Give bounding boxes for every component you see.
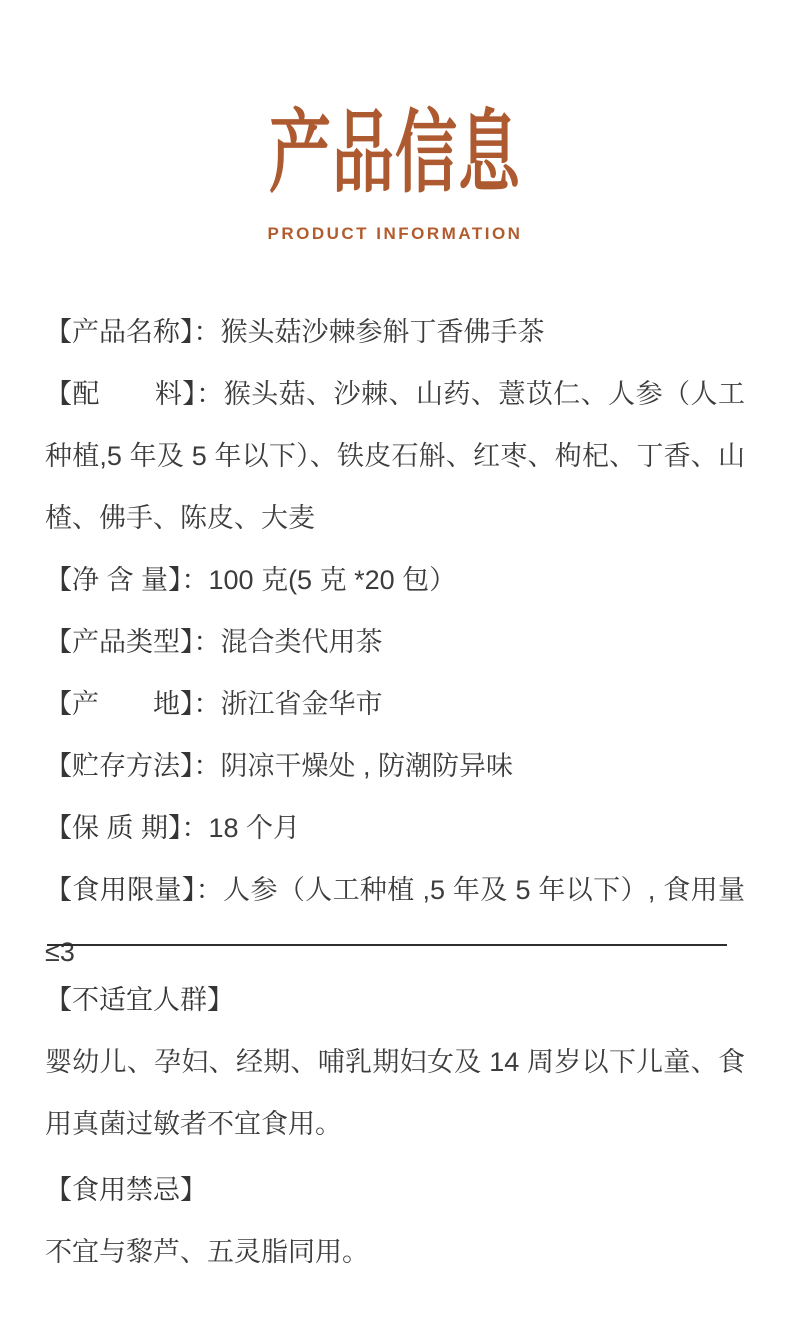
note-heading-unsuitable: 【不适宜人群】 xyxy=(45,985,234,1015)
spec-value: 混合类代用茶 xyxy=(220,627,383,657)
notes-section xyxy=(45,969,745,1283)
spec-row-net-weight xyxy=(45,549,745,611)
note-body-taboo: 不宜与黎芦、五灵脂同用。 xyxy=(45,1237,369,1267)
spec-label: 【净 含 量】： xyxy=(45,565,209,595)
spec-row-product-type xyxy=(45,611,745,673)
spec-label: 【产品名称】： xyxy=(45,317,221,347)
spec-value: 阴凉干燥处 , 防潮防异味 xyxy=(220,751,514,781)
spec-label: 【贮存方法】： xyxy=(45,751,221,781)
spec-label: 【产 地】： xyxy=(45,689,221,719)
spec-row-consumption-limit xyxy=(45,859,745,983)
spec-row-ingredients xyxy=(45,363,745,549)
spec-label: 【保 质 期】： xyxy=(45,813,209,843)
spec-row-origin xyxy=(45,673,745,735)
spec-row-storage xyxy=(45,735,745,797)
spec-value: 猴头菇、沙棘、山药、薏苡仁、人参（人工种植,5 年及 5 年以下）、铁皮石斛、红枣、枸杞、丁香、山楂、佛手、陈皮、大麦 xyxy=(45,379,746,533)
page-title: 产品信息 xyxy=(268,99,521,206)
spec-value: 人参（人工种植 ,5 年及 5 年以下）, 食用量≤3 xyxy=(45,875,746,967)
spec-row-product-name xyxy=(45,301,745,363)
spec-value: 18 个月 xyxy=(208,813,301,843)
page-subtitle: PRODUCT INFORMATION xyxy=(267,224,523,243)
spec-label: 【配 料】： xyxy=(45,379,224,409)
spec-value: 浙江省金华市 xyxy=(220,689,383,719)
section-divider xyxy=(47,944,727,946)
spec-list xyxy=(45,301,745,983)
spec-value: 100 克(5 克 *20 包） xyxy=(208,565,457,595)
note-heading-taboo: 【食用禁忌】 xyxy=(45,1175,207,1205)
spec-row-shelf-life xyxy=(45,797,745,859)
spec-label: 【食用限量】： xyxy=(45,875,224,905)
spec-label: 【产品类型】： xyxy=(45,627,221,657)
note-body-unsuitable: 婴幼儿、孕妇、经期、哺乳期妇女及 14 周岁以下儿童、食用真菌过敏者不宜食用。 xyxy=(45,1047,745,1139)
spec-value: 猴头菇沙棘参斛丁香佛手茶 xyxy=(220,317,545,347)
